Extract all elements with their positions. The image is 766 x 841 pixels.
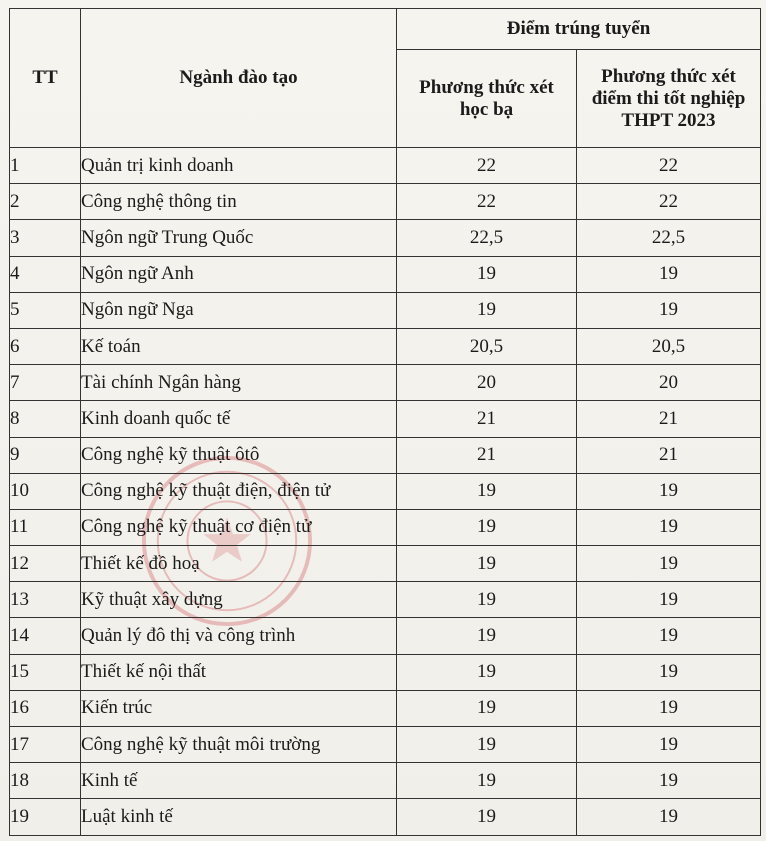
score-thpt: 19 xyxy=(577,727,761,763)
table-row xyxy=(10,292,761,328)
table-row xyxy=(10,256,761,292)
program-name: Quản trị kinh doanh xyxy=(81,148,397,184)
table-row xyxy=(10,473,761,509)
table-row xyxy=(10,546,761,582)
program-name: Tài chính Ngân hàng xyxy=(81,365,397,401)
row-number: 8 xyxy=(10,401,81,437)
table-row xyxy=(10,654,761,690)
score-hocba: 22,5 xyxy=(397,220,577,256)
score-hocba: 19 xyxy=(397,654,577,690)
score-thpt: 19 xyxy=(577,654,761,690)
score-hocba: 19 xyxy=(397,473,577,509)
score-hocba: 19 xyxy=(397,292,577,328)
table-row xyxy=(10,727,761,763)
score-thpt: 21 xyxy=(577,437,761,473)
program-name: Công nghệ kỹ thuật ôtô xyxy=(81,437,397,473)
score-thpt: 22,5 xyxy=(577,220,761,256)
row-number: 10 xyxy=(10,473,81,509)
score-hocba: 19 xyxy=(397,690,577,726)
program-name: Kinh doanh quốc tế xyxy=(81,401,397,437)
table-row xyxy=(10,618,761,654)
row-number: 5 xyxy=(10,292,81,328)
score-thpt: 20 xyxy=(577,365,761,401)
score-hocba: 19 xyxy=(397,763,577,799)
table-header-row xyxy=(10,9,761,50)
score-hocba: 19 xyxy=(397,727,577,763)
header-method-hocba: Phương thức xét học bạ xyxy=(397,50,577,148)
program-name: Luật kinh tế xyxy=(81,799,397,835)
row-number: 11 xyxy=(10,509,81,545)
row-number: 6 xyxy=(10,328,81,364)
table-row xyxy=(10,328,761,364)
program-name: Quản lý đô thị và công trình xyxy=(81,618,397,654)
score-thpt: 22 xyxy=(577,184,761,220)
table-row xyxy=(10,763,761,799)
score-thpt: 19 xyxy=(577,473,761,509)
score-hocba: 19 xyxy=(397,582,577,618)
score-hocba: 20 xyxy=(397,365,577,401)
row-number: 13 xyxy=(10,582,81,618)
program-name: Thiết kế nội thất xyxy=(81,654,397,690)
score-thpt: 19 xyxy=(577,799,761,835)
program-name: Công nghệ kỹ thuật môi trường xyxy=(81,727,397,763)
table-row xyxy=(10,509,761,545)
score-hocba: 19 xyxy=(397,618,577,654)
row-number: 16 xyxy=(10,690,81,726)
header-score-group: Điểm trúng tuyển xyxy=(397,9,761,50)
program-name: Kiến trúc xyxy=(81,690,397,726)
row-number: 3 xyxy=(10,220,81,256)
program-name: Ngôn ngữ Nga xyxy=(81,292,397,328)
score-thpt: 19 xyxy=(577,509,761,545)
header-method-thpt: Phương thức xét điểm thi tốt nghiệp THPT 2023 xyxy=(577,50,761,148)
row-number: 14 xyxy=(10,618,81,654)
program-name: Ngôn ngữ Trung Quốc xyxy=(81,220,397,256)
table-row xyxy=(10,184,761,220)
score-thpt: 19 xyxy=(577,763,761,799)
program-name: Công nghệ kỹ thuật cơ điện tử xyxy=(81,509,397,545)
program-name: Ngôn ngữ Anh xyxy=(81,256,397,292)
table-row xyxy=(10,799,761,835)
score-thpt: 19 xyxy=(577,256,761,292)
program-name: Công nghệ kỹ thuật điện, điện tử xyxy=(81,473,397,509)
score-thpt: 19 xyxy=(577,618,761,654)
table-row xyxy=(10,582,761,618)
program-name: Kinh tế xyxy=(81,763,397,799)
row-number: 18 xyxy=(10,763,81,799)
table-row xyxy=(10,148,761,184)
row-number: 4 xyxy=(10,256,81,292)
table-row xyxy=(10,220,761,256)
header-program: Ngành đào tạo xyxy=(81,9,397,148)
score-hocba: 19 xyxy=(397,509,577,545)
score-hocba: 21 xyxy=(397,401,577,437)
row-number: 9 xyxy=(10,437,81,473)
program-name: Công nghệ thông tin xyxy=(81,184,397,220)
score-hocba: 21 xyxy=(397,437,577,473)
table-row xyxy=(10,437,761,473)
table-row xyxy=(10,365,761,401)
score-hocba: 22 xyxy=(397,148,577,184)
score-thpt: 19 xyxy=(577,582,761,618)
row-number: 1 xyxy=(10,148,81,184)
score-hocba: 19 xyxy=(397,546,577,582)
row-number: 19 xyxy=(10,799,81,835)
row-number: 15 xyxy=(10,654,81,690)
program-name: Thiết kế đồ hoạ xyxy=(81,546,397,582)
score-thpt: 22 xyxy=(577,148,761,184)
header-tt: TT xyxy=(10,9,81,148)
program-name: Kỹ thuật xây dựng xyxy=(81,582,397,618)
row-number: 17 xyxy=(10,727,81,763)
score-thpt: 19 xyxy=(577,546,761,582)
table-row xyxy=(10,690,761,726)
row-number: 12 xyxy=(10,546,81,582)
score-thpt: 19 xyxy=(577,690,761,726)
table-row xyxy=(10,401,761,437)
score-thpt: 19 xyxy=(577,292,761,328)
admission-score-table xyxy=(9,8,761,836)
row-number: 7 xyxy=(10,365,81,401)
score-hocba: 20,5 xyxy=(397,328,577,364)
score-thpt: 20,5 xyxy=(577,328,761,364)
score-hocba: 22 xyxy=(397,184,577,220)
program-name: Kế toán xyxy=(81,328,397,364)
row-number: 2 xyxy=(10,184,81,220)
score-hocba: 19 xyxy=(397,799,577,835)
score-thpt: 21 xyxy=(577,401,761,437)
score-hocba: 19 xyxy=(397,256,577,292)
